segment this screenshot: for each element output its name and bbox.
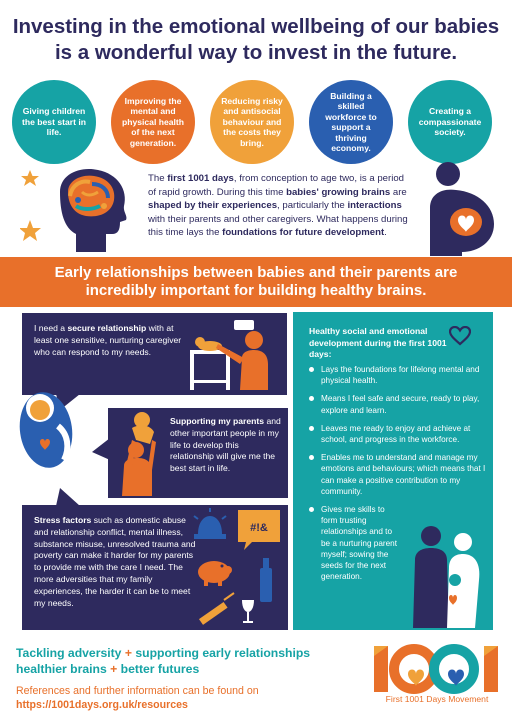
- siren-icon: [194, 508, 226, 539]
- child-brain-illustration: [20, 162, 138, 262]
- bubble-text-part: and other important people in my life to develop this relationship will give me the best start in life.: [170, 416, 281, 474]
- syringe-icon: [199, 593, 234, 625]
- bubble-tail: [92, 438, 110, 460]
- tagline-part: better futures: [120, 662, 200, 676]
- bubble-text-part: with at least one sensitive, nurturing caregiver who can respond to my needs.: [34, 323, 182, 357]
- bubble-text: [170, 416, 284, 475]
- bubble-bold: secure relationship: [67, 323, 147, 333]
- bubble-text-part: such as domestic abuse and relationship conflict, mental illness, substance misuse, unresolved trauma and poverty can make it harder for my parents to provide me with the care I need. The more adversities that my family experiences, the harder it can be to meet my needs.: [34, 515, 196, 608]
- benefit-circle-5: [408, 80, 492, 164]
- list-item: Enables me to understand and manage my emotions and behaviours; which means that I can make a positive contribution to my community.: [309, 452, 487, 497]
- tagline-part: supporting early relationships: [135, 646, 311, 660]
- bubble-bold: Stress factors: [34, 515, 92, 525]
- title-line-2: is a wonderful way to invest in the future.: [54, 41, 458, 64]
- benefit-text: Improving the mental and physical health of the next generation.: [121, 95, 185, 148]
- resources-link[interactable]: https://1001days.org.uk/resources: [16, 699, 188, 711]
- references-text: References and further information can be found on: [16, 685, 259, 697]
- intro-text: The: [148, 173, 168, 184]
- intro-text: with their parents and other caregivers. What happens during this time lays the: [148, 213, 408, 239]
- intro-text: are: [390, 186, 407, 198]
- heart-outline-icon: [449, 326, 471, 346]
- development-panel: [293, 312, 493, 630]
- swaddled-baby-illustration: [10, 386, 82, 472]
- tagline-line-2: [16, 662, 199, 677]
- benefit-text: Giving children the best start in life.: [22, 106, 86, 138]
- tagline-part: healthier brains: [16, 662, 107, 676]
- benefit-circle-4: [309, 80, 393, 164]
- benefit-circle-1: [12, 80, 96, 164]
- intro-text: , particularly the: [277, 200, 348, 212]
- benefit-text: Building a skilled workforce to support a thriving economy.: [325, 90, 377, 153]
- bubble-bold: Supporting my parents: [170, 416, 265, 426]
- headline-banner: [0, 257, 512, 307]
- list-item: Means I feel safe and secure, ready to play, explore and learn.: [309, 393, 487, 415]
- bubble-text: [34, 515, 200, 609]
- carer-crib-illustration: [188, 318, 284, 392]
- benefit-text: Creating a compassionate society.: [418, 106, 482, 138]
- brain-icon: [68, 176, 114, 217]
- tagline-line-1: [16, 646, 310, 661]
- family-illustration: [403, 524, 489, 628]
- references: [16, 684, 346, 712]
- star-icon: [20, 220, 41, 241]
- bottle-icon: [260, 558, 272, 602]
- benefit-text: Reducing risky and antisocial behaviour and the costs they bring.: [221, 95, 283, 148]
- intro-paragraph: [148, 172, 414, 240]
- panel-heading: Healthy social and emotional development during the first 1001 days:: [309, 326, 447, 359]
- intro-bold: babies' growing brains: [286, 186, 391, 198]
- intro-bold: foundations for future development: [222, 227, 385, 239]
- page-title: [0, 14, 512, 66]
- intro-bold: shaped by their experiences: [148, 200, 278, 212]
- stress-icons-group: [192, 508, 284, 628]
- benefit-circle-3: [210, 80, 294, 164]
- intro-text: .: [384, 227, 387, 239]
- plus-sign: +: [124, 646, 132, 660]
- bubble-tail: [56, 488, 80, 506]
- intro-bold: interactions: [347, 200, 402, 212]
- tagline-part: Tackling adversity: [16, 646, 122, 660]
- list-item: Gives me skills to form trusting relationships and to be a nurturing parent myself; sowing the seeds for the next generation.: [309, 504, 401, 582]
- star-icon: [21, 170, 39, 186]
- bubble-text: [34, 323, 194, 358]
- swearing-speech-icon: [238, 510, 280, 550]
- banner-line-1: Early relationships between babies and their parents are: [54, 264, 458, 281]
- title-line-1: Investing in the emotional wellbeing of our babies: [12, 15, 500, 38]
- logo-caption: First 1001 Days Movement: [385, 694, 489, 704]
- swear-symbol-text: #!&: [250, 522, 268, 534]
- 1001-logo: [370, 640, 504, 694]
- intro-bold: first 1001 days: [167, 173, 234, 184]
- bubble-text-part: I need a: [34, 323, 68, 333]
- intro-text: , from conception to age two, is a period of rapid growth. During this time: [148, 173, 404, 198]
- list-item: Lays the foundations for lifelong mental and physical health.: [309, 364, 487, 386]
- piggy-bank-icon: [198, 561, 232, 586]
- banner-line-2: incredibly important for building healthy brains.: [85, 282, 427, 299]
- pregnant-figure-illustration: [418, 160, 502, 256]
- plus-sign: +: [110, 662, 118, 676]
- benefit-circle-2: [111, 80, 195, 164]
- parent-lifting-child-illustration: [112, 410, 168, 496]
- list-item: Leaves me ready to enjoy and achieve at school, and progress in the workforce.: [309, 423, 487, 445]
- wine-glass-icon: [242, 600, 254, 622]
